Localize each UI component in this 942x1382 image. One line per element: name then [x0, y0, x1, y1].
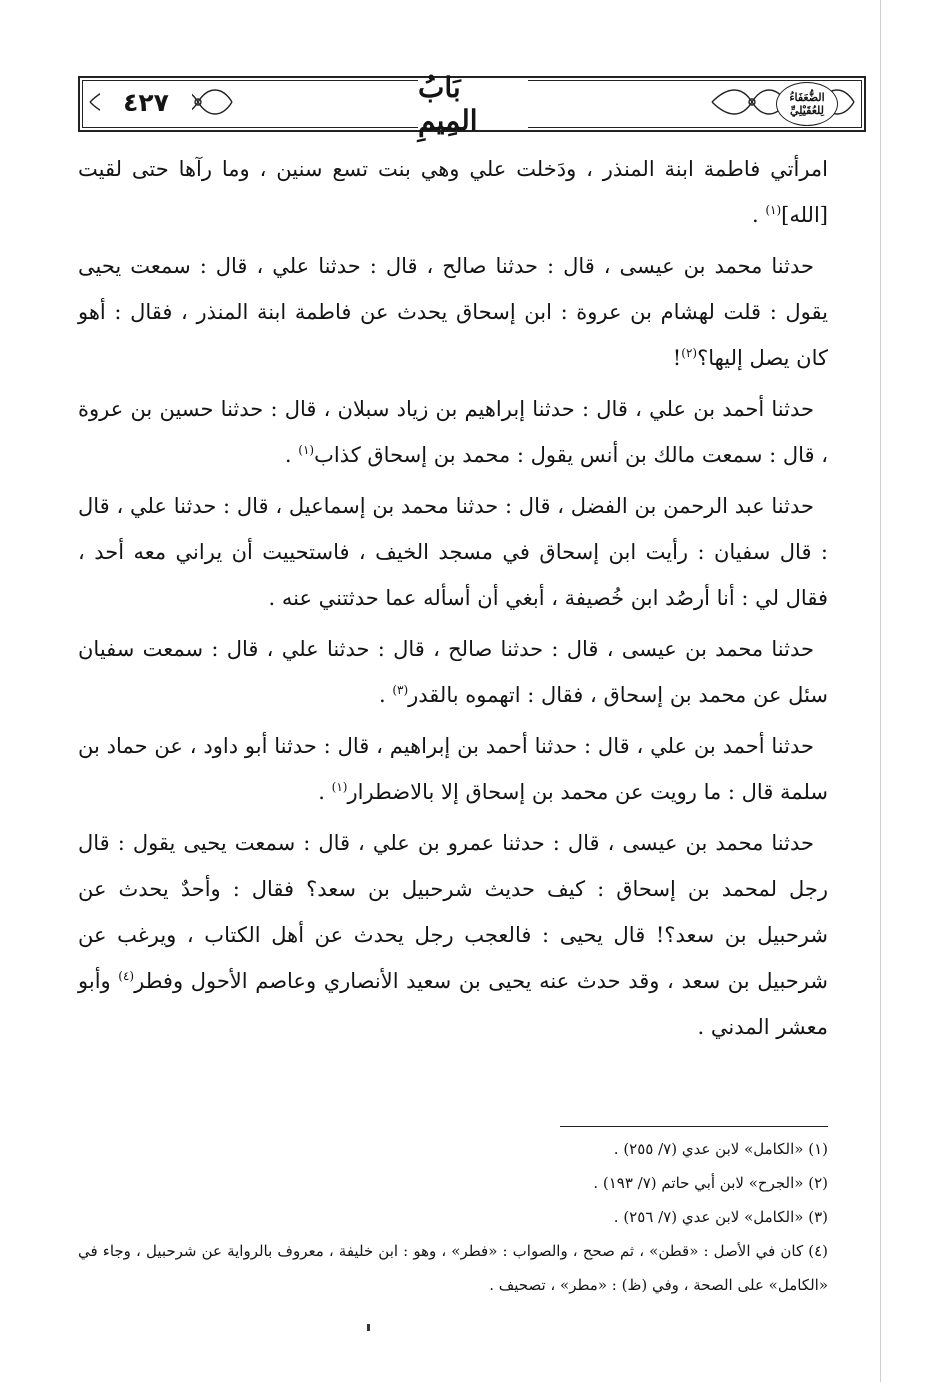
- paragraph-tail: .: [751, 203, 766, 227]
- footnote-ref: (٣): [392, 683, 409, 697]
- main-text: [78, 146, 828, 1055]
- paragraph: [78, 723, 828, 815]
- print-mark: [367, 1324, 370, 1331]
- paragraph-text: حدثنا محمد بن عيسى ، قال : حدثنا عمرو بن علي ، قال : سمعت يحيى يقول : قال رجل لمحمد بن إسحاق : كيف حديث شرحبيل بن سعد؟ فقال : وأحدٌ يحدث عن شرحبيل بن سعد؟! قال يحيى : فالعجب رجل يحدث عن أهل الكتاب ، ويرغب عن شرحبيل بن سعد ، وقد حدث عنه يحيى بن سعيد الأنصاري وعاصم الأحول وفطر: [78, 831, 828, 993]
- footnote: (٤) كان في الأصل : «قطن» ، ثم صحح ، والصواب : «فطر» ، وهو : ابن خليفة ، معروف بالرواية عن شرحبيل ، وجاء في «الكامل» على الصحة ، وفي (ظ) : «مطر» ، تصحيف .: [78, 1242, 828, 1294]
- footnote-ref: (١): [765, 203, 782, 217]
- footnotes: [78, 1132, 828, 1302]
- paragraph-text: حدثنا محمد بن عيسى ، قال : حدثنا صالح ، قال : حدثنا علي ، قال : سمعت سفيان سئل عن محمد بن إسحاق ، فقال : اتهموه بالقدر: [78, 637, 828, 707]
- seal-line-1: الضُّعَفَاءُ: [789, 91, 825, 104]
- paragraph-text: امرأتي فاطمة ابنة المنذر ، ودَخلت علي وهي بنت تسع سنين ، وما رآها حتى لقيت [الله]: [78, 157, 828, 227]
- running-header: [78, 71, 866, 137]
- book-seal: [776, 82, 838, 126]
- paragraph: [78, 483, 828, 621]
- page-spine-line: [880, 0, 881, 1382]
- paragraph: [78, 626, 828, 718]
- paragraph-text: حدثنا أحمد بن علي ، قال : حدثنا إبراهيم بن زياد سبلان ، قال : حدثنا حسين بن عروة ، قال : سمعت مالك بن أنس يقول : محمد بن إسحاق كذاب: [78, 397, 828, 467]
- paragraph-tail: .: [318, 780, 332, 804]
- footnote: (٢) «الجرح» لابن أبي حاتم (٧/ ١٩٣) .: [593, 1174, 828, 1192]
- paragraph-tail: .: [284, 443, 299, 467]
- paragraph: [78, 820, 828, 1050]
- paragraph: [78, 243, 828, 381]
- paragraph-text: حدثنا عبد الرحمن بن الفضل ، قال : حدثنا محمد بن إسماعيل ، قال : حدثنا علي ، قال : قال سفيان : رأيت ابن إسحاق في مسجد الخيف ، فاستحييت أن يراني معه أحد ، فقال لي : أنا أرصُد ابن خُصيفة ، أبغي أن أسأله عما حدثتني عنه .: [78, 494, 828, 610]
- footnote-ref: (١): [298, 443, 315, 457]
- paragraph: [78, 146, 828, 238]
- paragraph: [78, 386, 828, 478]
- footnote-ref: (٤): [118, 969, 135, 983]
- page-number: ٤٢٧: [100, 84, 192, 120]
- footnote-ref: (٢): [681, 346, 698, 360]
- paragraph-tail: !: [672, 346, 682, 370]
- footnote-ref: (١): [331, 780, 348, 794]
- footnote: (٣) «الكامل» لابن عدي (٧/ ٢٥٦) .: [613, 1208, 828, 1226]
- paragraph-text: حدثنا أحمد بن علي ، قال : حدثنا أحمد بن إبراهيم ، قال : حدثنا أبو داود ، عن حماد بن سلمة قال : ما رويت عن محمد بن إسحاق إلا بالاضطرار: [78, 734, 828, 804]
- footnote-separator: [560, 1126, 828, 1127]
- running-title: بَابُ المِيمِ: [418, 80, 528, 128]
- footnote: (١) «الكامل» لابن عدي (٧/ ٢٥٥) .: [613, 1140, 828, 1158]
- paragraph-tail: وأبو معشر المدني .: [78, 969, 828, 1039]
- seal-line-2: لِلعُقَيْلِيِّ: [790, 104, 824, 117]
- paragraph-tail: .: [378, 683, 393, 707]
- paragraph-text: حدثنا محمد بن عيسى ، قال : حدثنا صالح ، قال : حدثنا علي ، قال : سمعت يحيى يقول : قلت لهشام بن عروة : ابن إسحاق يحدث عن فاطمة ابنة المنذر ، فقال : أهو كان يصل إليها؟: [78, 254, 828, 370]
